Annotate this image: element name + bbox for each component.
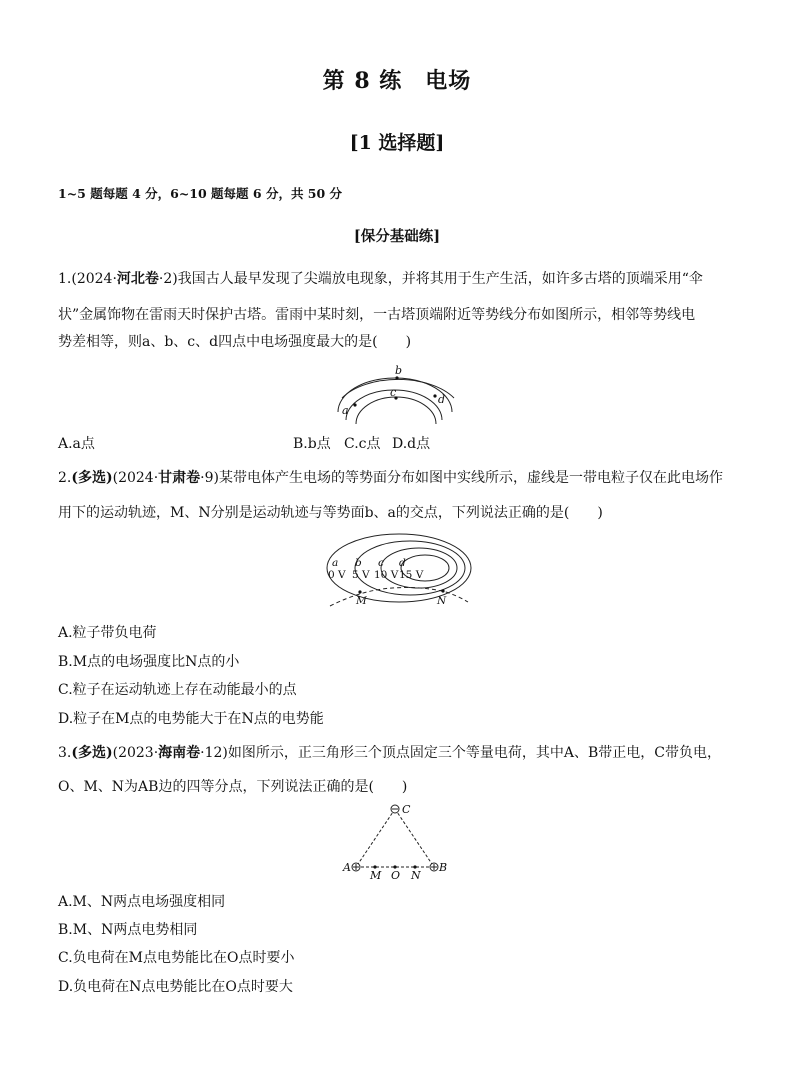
edge-CA xyxy=(356,809,395,867)
point-M-dot xyxy=(358,590,361,593)
label-b: b xyxy=(395,364,403,377)
q3-source-pre: (2023· xyxy=(112,745,159,761)
label-d: d xyxy=(399,557,406,569)
q1-line3: 势差相等，则a、b、c、d四点中电场强度最大的是( ) xyxy=(58,334,412,350)
q1-source-pre: (2024· xyxy=(71,271,117,287)
label-a: a xyxy=(332,557,339,569)
q2-option-d: D.粒子在M点的电势能大于在N点的电势能 xyxy=(58,711,324,727)
q2-source-name: 甘肃卷 xyxy=(158,470,201,486)
particle-trajectory xyxy=(330,588,468,607)
q3-source-name: 海南卷 xyxy=(158,745,201,761)
q1-option-a: A.a点 xyxy=(58,436,95,452)
edge-CB xyxy=(395,809,434,867)
q2-text-1: 某带电体产生电场的等势面分布如图中实线所示，虚线是一带电粒子仅在此电场作 xyxy=(218,470,723,486)
label-B: B xyxy=(439,861,448,874)
label-M: M xyxy=(356,595,367,607)
q1-option-c: C.c点 xyxy=(344,436,381,452)
section-heading: [1 选择题] xyxy=(349,132,445,154)
q2-line1 xyxy=(58,467,723,487)
q2-source-post: ·9) xyxy=(200,470,219,486)
label-b: b xyxy=(355,557,362,569)
label-O: O xyxy=(391,869,401,882)
q1-option-d: D.d点 xyxy=(392,436,431,452)
q3-line1 xyxy=(58,742,721,762)
page-title: 第 8 练 电场 xyxy=(322,68,472,94)
q2-option-a: A.粒子带负电荷 xyxy=(58,625,157,641)
label-A: A xyxy=(343,861,351,874)
point-a-dot xyxy=(353,403,356,406)
subsection-heading: [保分基础练] xyxy=(353,228,441,245)
q3-option-c: C.负电荷在M点电势能比在O点时要小 xyxy=(58,950,295,966)
point-d-dot xyxy=(433,394,436,397)
q3-text-1: 如图所示，正三角形三个顶点固定三个等量电荷，其中A、B带正电，C带负电， xyxy=(227,745,721,761)
q3-tag: (多选) xyxy=(71,745,113,761)
label-0v: 0 V xyxy=(328,569,346,581)
q2-line2: 用下的运动轨迹，M、N分别是运动轨迹与等势面b、a的交点，下列说法正确的是( ) xyxy=(58,505,603,521)
q2-figure-equipotential-surfaces xyxy=(322,528,472,610)
q1-source-post: ·2) xyxy=(158,271,178,287)
q3-option-a: A.M、N两点电场强度相同 xyxy=(58,894,226,910)
label-10v: 10 V xyxy=(374,569,399,581)
q1-line1 xyxy=(58,268,703,288)
q1-text-1: 我国古人最早发现了尖端放电现象，并将其用于生产生活，如许多古塔的顶端采用“伞 xyxy=(177,271,703,287)
q2-number: 2. xyxy=(58,470,72,486)
q1-source-name: 河北卷 xyxy=(116,271,159,287)
point-N-dot xyxy=(441,589,444,592)
surface-c xyxy=(381,548,457,588)
label-N: N xyxy=(411,869,421,882)
q3-option-b: B.M、N两点电势相同 xyxy=(58,922,198,938)
label-15v: 15 V xyxy=(399,569,424,581)
label-c: c xyxy=(390,386,397,399)
q2-tag: (多选) xyxy=(71,470,113,486)
q2-option-c: C.粒子在运动轨迹上存在动能最小的点 xyxy=(58,682,297,698)
q1-figure-equipotentials xyxy=(330,356,460,426)
q2-source-pre: (2024· xyxy=(112,470,159,486)
label-a: a xyxy=(342,404,349,417)
q3-number: 3. xyxy=(58,745,72,761)
q1-option-b: B.b点 xyxy=(293,436,331,452)
label-M: M xyxy=(370,869,382,882)
q3-source-post: ·12) xyxy=(200,745,228,761)
label-N: N xyxy=(437,595,447,607)
label-d: d xyxy=(438,393,446,406)
equipotential-line-inner xyxy=(356,397,436,424)
q1-number: 1. xyxy=(58,271,72,287)
label-C: C xyxy=(402,803,411,816)
q2-option-b: B.M点的电场强度比N点的小 xyxy=(58,654,240,670)
q3-line2: O、M、N为AB边的四等分点，下列说法正确的是( ) xyxy=(58,779,408,795)
scoring-note: 1~5 题每题 4 分，6~10 题每题 6 分，共 50 分 xyxy=(58,186,343,201)
label-c: c xyxy=(378,557,384,569)
q3-option-d: D.负电荷在N点电势能比在O点时要大 xyxy=(58,979,293,995)
label-5v: 5 V xyxy=(352,569,370,581)
q3-figure-triangle xyxy=(340,800,450,882)
q1-line2: 状”金属饰物在雷雨天时保护古塔。雷雨中某时刻，一古塔顶端附近等势线分布如图所示，相邻等势线电 xyxy=(58,307,696,323)
